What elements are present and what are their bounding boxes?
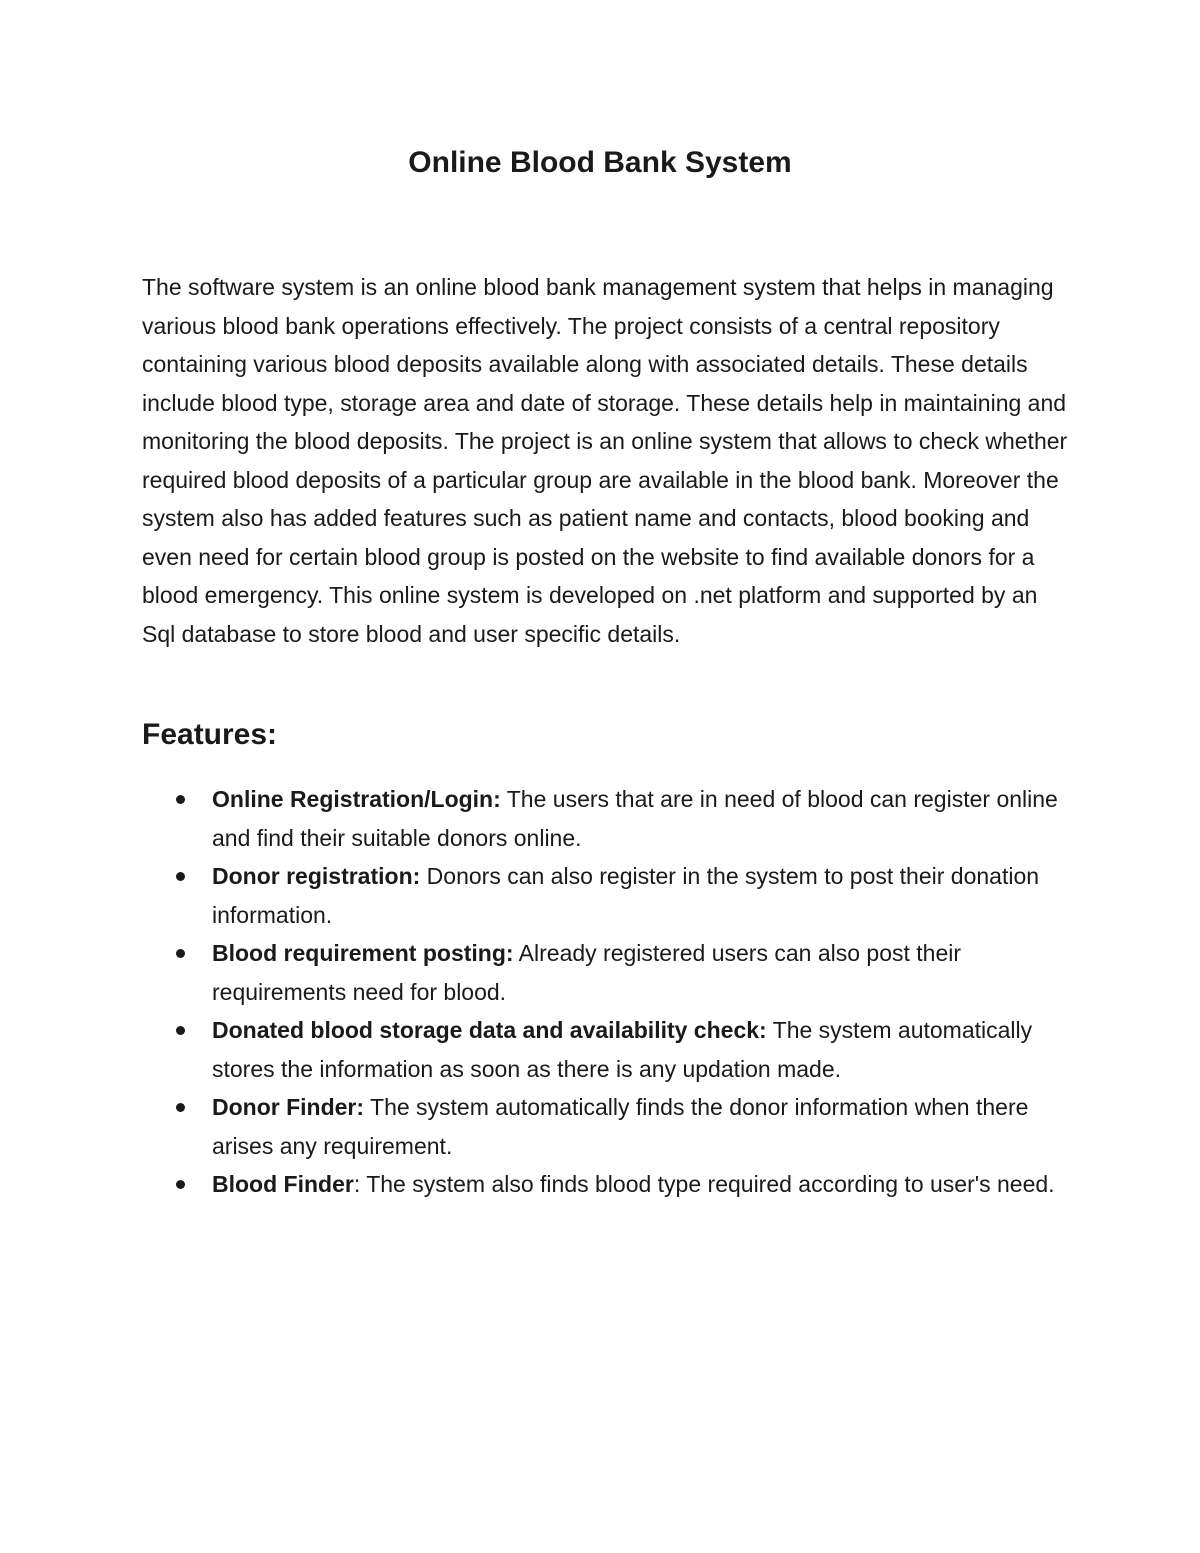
feature-item-donor-finder (142, 1088, 1072, 1165)
bullet-icon (176, 1026, 185, 1035)
feature-text: : The system also finds blood type required according to user's need. (353, 1171, 1055, 1197)
feature-text: The system automatically stores the information as soon as there is any updation made. (212, 1017, 1033, 1082)
feature-text: Donors can also register in the system to post their donation information. (212, 863, 1040, 928)
bullet-icon (176, 872, 185, 881)
feature-term: Blood Finder (212, 1171, 354, 1197)
feature-item-blood-finder (142, 1165, 1072, 1204)
feature-item-online-registration (142, 780, 1072, 857)
bullet-icon (176, 795, 185, 804)
document-title: Online Blood Bank System (408, 146, 792, 179)
feature-term: Donor registration: (212, 863, 421, 889)
feature-text: The users that are in need of blood can register online and find their suitable donors online. (212, 786, 1058, 851)
feature-term: Online Registration/Login: (212, 786, 501, 812)
feature-text: The system automatically finds the donor information when there arises any requirement. (212, 1094, 1029, 1159)
feature-list (142, 780, 1072, 1204)
feature-term: Donated blood storage data and availability check: (212, 1017, 767, 1043)
bullet-icon (176, 1103, 185, 1112)
bullet-icon (176, 949, 185, 958)
feature-item-donor-registration (142, 857, 1072, 934)
bullet-icon (176, 1180, 185, 1189)
feature-term: Donor Finder: (212, 1094, 365, 1120)
features-heading: Features: (142, 718, 278, 751)
feature-item-storage-availability (142, 1011, 1072, 1088)
feature-item-blood-requirement-posting (142, 934, 1072, 1011)
feature-term: Blood requirement posting: (212, 940, 514, 966)
feature-text: Already registered users can also post their requirements need for blood. (212, 940, 962, 1005)
intro-paragraph: The software system is an online blood bank management system that helps in managing various blood bank operations effectively. The project consists of a central repository containing various blood deposits available along with associated details. These details include blood type, storage area and date of storage. These details help in maintaining and monitoring the blood deposits. The project is an online system that allows to check whether required blood deposits of a particular group are available in the blood bank. Moreover the system also has added features such as patient name and contacts, blood booking and even need for certain blood group is posted on the website to find available donors for a blood emergency. This online system is developed on .net platform and supported by an Sql database to store blood and user specific details. (142, 274, 1068, 647)
